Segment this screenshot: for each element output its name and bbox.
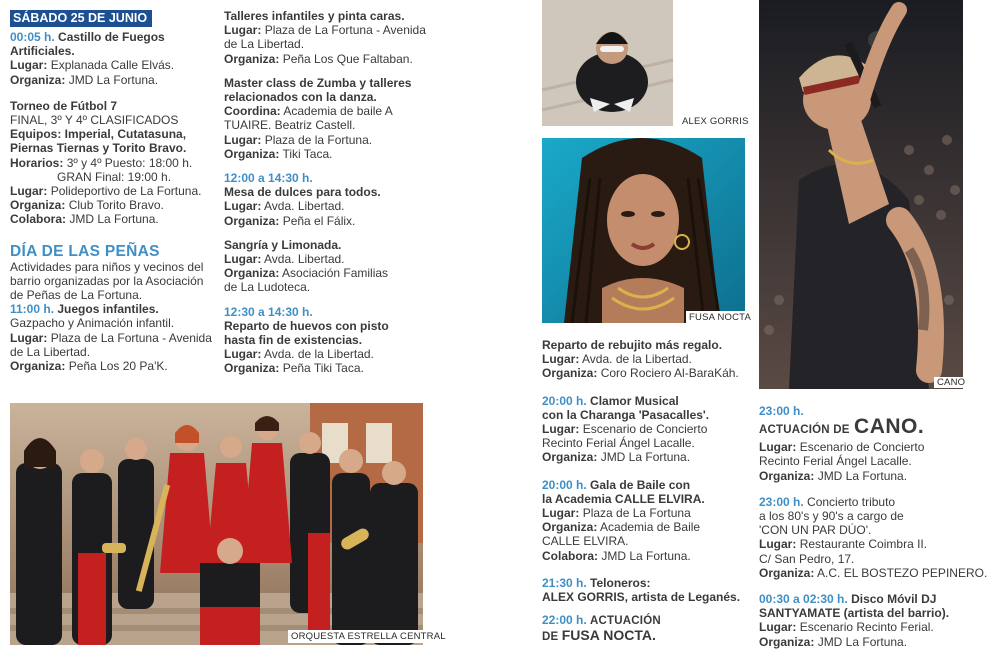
fusa-nocta-illustration <box>542 138 745 323</box>
alex-gorris-caption: ALEX GORRIS <box>682 116 749 127</box>
orquesta-illustration <box>10 403 423 645</box>
event-gala: 20:00 h. Gala de Baile con la Academia CALLE ELVIRA. Lugar: Plaza de La Fortuna Organiza: Academia de Baile CALLE ELVIRA. Colabora: JMD La Fortuna. <box>542 477 705 563</box>
cano-title: ACTUACIÓN DE CANO. <box>759 415 925 439</box>
cano-caption: CANO <box>934 377 968 388</box>
event-teloneros: 21:30 h. Teloneros: ALEX GORRIS, artista de Leganés. <box>542 575 741 605</box>
alex-gorris-photo <box>542 0 673 126</box>
event-sangria: Sangría y Limonada. Lugar: Avda. Libertad. Organiza: Asociación Familias de La Ludoteca. <box>224 237 389 295</box>
event-fusa: 22:00 h. ACTUACIÓN DE FUSA NOCTA. <box>542 613 661 644</box>
column-3 <box>542 338 752 645</box>
event-fireworks: 00:05 h. Castillo de Fuegos Artificiales. Lugar: Explanada Calle Elvás. Organiza: JMD La Fortuna. <box>10 30 175 87</box>
event-cano: 23:00 h. ACTUACIÓN DE CANO. Lugar: Escenario de Concierto Recinto Ferial Ángel Lacalle. Organiza: JMD La Fortuna. <box>759 404 985 483</box>
event-zumba: Master class de Zumba y talleres relacionados con la danza. Coordina: Academia de baile A TUAIRE. Beatriz Castell. Lugar: Plaza de la Fortuna. Organiza: Tiki Taca. <box>224 75 412 161</box>
fusa-nocta-caption: FUSA NOCTA <box>686 311 754 324</box>
cano-illustration <box>759 0 963 389</box>
column-1 <box>10 9 215 373</box>
event-talleres: Talleres infantiles y pinta caras. Lugar: Plaza de La Fortuna - Avenida de La Libertad. Organiza: Peña Los Que Faltaban. <box>224 9 426 66</box>
cano-photo <box>759 0 963 389</box>
alex-gorris-illustration <box>542 0 673 126</box>
section-penas: DÍA DE LAS PEÑAS Actividades para niños y vecinos del barrio organizadas por la Asociación de Peñas de La Fortuna. 11:00 h. Juegos infantiles. Gazpacho y Animación infantil. Lugar: Plaza de La Fortuna - Avenida de La Libertad. Organiza: Peña Los 20 Pa'K. <box>10 243 215 374</box>
event-huevos: 12:30 a 14:30 h. Reparto de huevos con pisto hasta fin de existencias. Lugar: Avda. de la Libertad. Organiza: Peña Tiki Taca. <box>224 304 389 376</box>
date-tag: SÁBADO 25 DE JUNIO <box>10 10 152 27</box>
column-2 <box>224 9 429 385</box>
orquesta-photo <box>10 403 446 645</box>
column-4 <box>759 404 988 649</box>
fusa-nocta-photo <box>542 138 751 323</box>
event-disco: 00:30 a 02:30 h. Disco Móvil DJ SANTYAMATE (artista del barrio). Lugar: Escenario Recinto Ferial. Organiza: JMD La Fortuna. <box>759 592 950 649</box>
event-dulces: 12:00 a 14:30 h. Mesa de dulces para todos. Lugar: Avda. Libertad. Organiza: Peña el Fálix. <box>224 171 381 228</box>
orquesta-caption: ORQUESTA ESTRELLA CENTRAL <box>288 630 449 643</box>
event-rebujito: Reparto de rebujito más regalo. Lugar: Avda. de la Libertad. Organiza: Coro Rociero Al-BaraKáh. <box>542 338 739 381</box>
event-clamor: 20:00 h. Clamor Musical con la Charanga 'Pasacalles'. Lugar: Escenario de Concierto Recinto Ferial Ángel Lacalle. Organiza: JMD La Fortuna. <box>542 393 710 465</box>
date-header <box>10 9 215 27</box>
section-heading: DÍA DE LAS PEÑAS <box>10 242 160 260</box>
event-tributo: 23:00 h. Concierto tributo a los 80's y 90's a cargo de 'CON UN PAR DÚO'. Lugar: Restaurante Coimbra II. C/ San Pedro, 17. Organiza: A.C. EL BOSTEZO PEPINERO. <box>759 494 988 580</box>
event-football: Torneo de Fútbol 7 FINAL, 3º Y 4º CLASIFICADOS Equipos: Imperial, Cutatasuna, Piernas Tiernas y Torito Bravo. Horarios: 3º y 4º Puesto: 18:00 h. GRAN Final: 19:00 h. Lugar: Polideportivo de La Fortuna. Organiza: Club Torito Bravo. Colabora: JMD La Fortuna. <box>10 98 202 227</box>
